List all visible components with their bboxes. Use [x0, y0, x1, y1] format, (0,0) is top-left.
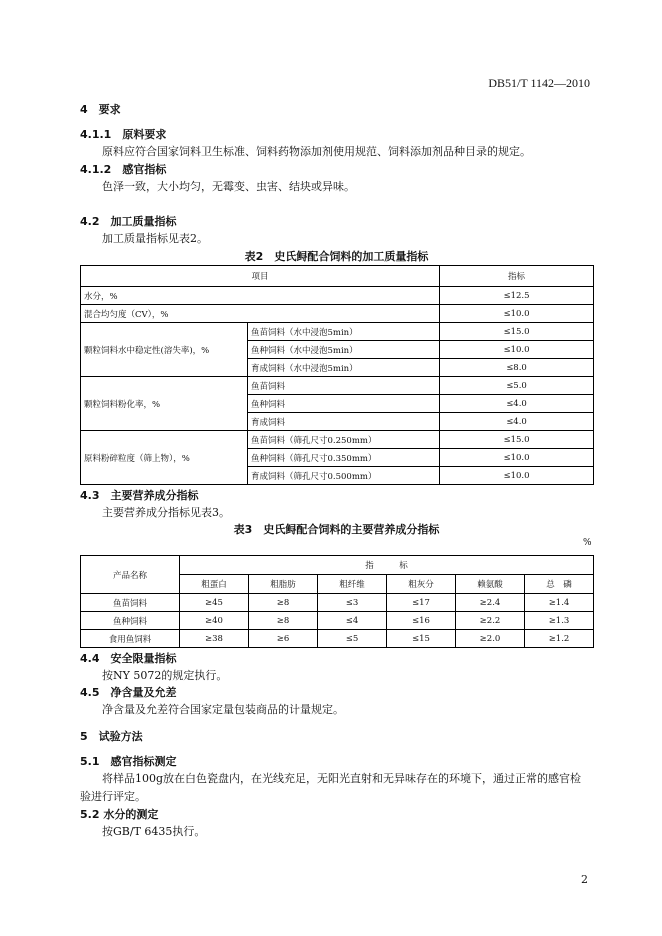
table2-sub-label: 鱼苗饲料（筛孔尺寸0.250mm）	[248, 431, 440, 449]
section-4-2-title: 4.2 加工质量指标	[80, 215, 177, 228]
section-5-1-title: 5.1 感官指标测定	[80, 755, 177, 768]
table2-group-label: 颗粒饲料水中稳定性(溶失率)，%	[81, 323, 248, 377]
table3-cell: ≥2.4	[456, 594, 525, 612]
section-4-4-text: 按NY 5072的规定执行。	[102, 669, 228, 682]
document-id: DB51/T 1142—2010	[488, 76, 590, 90]
table2-sub-label: 育成饲料（筛孔尺寸0.500mm）	[248, 467, 440, 485]
table3-product-name: 鱼苗饲料	[81, 594, 180, 612]
table3-unit: %	[583, 538, 592, 548]
table2-sub-label: 鱼种饲料（筛孔尺寸0.350mm）	[248, 449, 440, 467]
table3-cell: ≥1.3	[525, 612, 594, 630]
table3-cell: ≥2.0	[456, 630, 525, 648]
table-row	[81, 630, 594, 648]
table2-row-label: 混合均匀度（CV），%	[81, 305, 440, 323]
table2-row-value: ≤8.0	[440, 359, 594, 377]
table3-column-header: 粗纤维	[318, 575, 387, 594]
table2-sub-label: 鱼种饲料（水中浸泡5min）	[248, 341, 440, 359]
table2-row-label: 水分，%	[81, 287, 440, 305]
section-4-3-title: 4.3 主要营养成分指标	[80, 489, 199, 502]
table3-cell: ≥1.2	[525, 630, 594, 648]
table2-group-label: 颗粒饲料粉化率，%	[81, 377, 248, 431]
table2-sub-label: 育成饲料	[248, 413, 440, 431]
section-4-3-text: 主要营养成分指标见表3。	[102, 506, 230, 519]
table3-column-header: 总 磷	[525, 575, 594, 594]
section-4-1-1-text: 原料应符合国家饲料卫生标准、饲料药物添加剂使用规范、饲料添加剂品种目录的规定。	[102, 145, 531, 158]
table3-cell: ≥38	[180, 630, 249, 648]
table2-row-value: ≤10.0	[440, 449, 594, 467]
table2-row-value: ≤5.0	[440, 377, 594, 395]
table3-cell: ≥6	[249, 630, 318, 648]
section-4-title: 4 要求	[80, 103, 121, 116]
page-number: 2	[581, 873, 588, 886]
table3-column-header: 粗蛋白	[180, 575, 249, 594]
table3-cell: ≤15	[387, 630, 456, 648]
table3-cell: ≤3	[318, 594, 387, 612]
table3-cell: ≤5	[318, 630, 387, 648]
table3-cell: ≥8	[249, 594, 318, 612]
table3-column-header: 粗脂肪	[249, 575, 318, 594]
table2-group-label: 原料粉碎粒度（筛上物），%	[81, 431, 248, 485]
table2-row-value: ≤10.0	[440, 305, 594, 323]
section-5-title: 5 试验方法	[80, 730, 143, 743]
table3-column-header: 赖氨酸	[456, 575, 525, 594]
table3-product-name: 鱼种饲料	[81, 612, 180, 630]
table2	[80, 265, 594, 485]
table2-row-value: ≤15.0	[440, 323, 594, 341]
table2-row-value: ≤12.5	[440, 287, 594, 305]
table-row	[81, 612, 594, 630]
table3-cell: ≥45	[180, 594, 249, 612]
section-4-1-1-title: 4.1.1 原料要求	[80, 128, 167, 141]
table2-header-value: 指标	[440, 266, 594, 287]
table3	[80, 555, 594, 648]
table2-row-value: ≤10.0	[440, 467, 594, 485]
table-row	[81, 594, 594, 612]
table2-row-value: ≤10.0	[440, 341, 594, 359]
table3-product-name: 食用鱼饲料	[81, 630, 180, 648]
table2-row-value: ≤15.0	[440, 431, 594, 449]
table3-cell: ≤16	[387, 612, 456, 630]
table2-sub-label: 鱼苗饲料（水中浸泡5min）	[248, 323, 440, 341]
table2-caption: 表2 史氏鲟配合饲料的加工质量指标	[244, 250, 429, 263]
table2-row-value: ≤4.0	[440, 395, 594, 413]
table3-cell: ≥40	[180, 612, 249, 630]
table3-cell: ≤17	[387, 594, 456, 612]
table3-column-header: 粗灰分	[387, 575, 456, 594]
section-4-1-2-text: 色泽一致，大小均匀，无霉变、虫害、结块或异味。	[102, 180, 355, 193]
table3-caption: 表3 史氏鲟配合饲料的主要营养成分指标	[233, 523, 440, 536]
table3-cell: ≤4	[318, 612, 387, 630]
table2-row-value: ≤4.0	[440, 413, 594, 431]
section-4-1-2-title: 4.1.2 感官指标	[80, 163, 167, 176]
table3-product-header: 产品名称	[81, 556, 180, 594]
section-5-2-title: 5.2 水分的测定	[80, 808, 159, 821]
table2-sub-label: 鱼种饲料	[248, 395, 440, 413]
section-4-5-text: 净含量及允差符合国家定量包装商品的计量规定。	[102, 703, 344, 716]
section-5-1-text-cont: 验进行评定。	[80, 790, 146, 803]
table3-cell: ≥1.4	[525, 594, 594, 612]
section-5-2-text: 按GB/T 6435执行。	[102, 825, 206, 838]
table2-sub-label: 鱼苗饲料	[248, 377, 440, 395]
section-4-2-text: 加工质量指标见表2。	[102, 232, 208, 245]
table2-sub-label: 育成饲料（水中浸泡5min）	[248, 359, 440, 377]
table3-index-header: 指 标	[180, 556, 594, 575]
table3-cell: ≥2.2	[456, 612, 525, 630]
section-5-1-text: 将样品100g放在白色瓷盘内，在光线充足，无阳光直射和无异味存在的环境下，通过正常的感官检	[102, 772, 582, 785]
table3-cell: ≥8	[249, 612, 318, 630]
table2-header-item: 项目	[81, 266, 440, 287]
section-4-4-title: 4.4 安全限量指标	[80, 652, 177, 665]
section-4-5-title: 4.5 净含量及允差	[80, 686, 177, 699]
